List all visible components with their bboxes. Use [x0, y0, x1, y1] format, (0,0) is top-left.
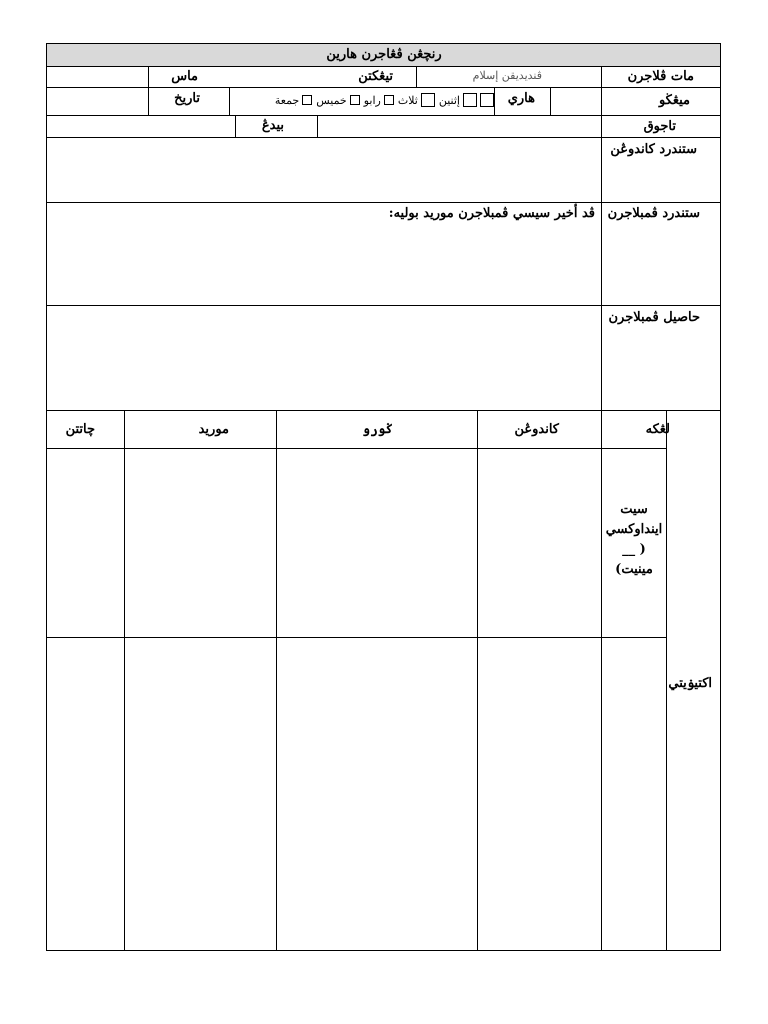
rule	[276, 410, 277, 951]
rule	[46, 410, 721, 411]
form-title: رنچڠن ڤڠاجرن هارين	[326, 47, 442, 62]
week-label: ميڠڬو	[658, 93, 690, 108]
set-induction-line-2: اينداوكسي	[605, 522, 663, 537]
learning-standard-label: ستندرد ڤمبلاجرن	[607, 206, 700, 221]
header-teacher: ݢورو	[362, 422, 393, 437]
day-label: هاري	[507, 91, 535, 106]
subject-value[interactable]: ڤنديديقن إسلام	[472, 69, 542, 82]
header-notes: چاتتن	[65, 422, 95, 437]
rule	[550, 87, 551, 115]
rule	[229, 87, 230, 115]
rule	[477, 410, 478, 951]
rule	[46, 202, 721, 203]
unit-label: بيدڠ	[261, 118, 284, 133]
content-standard-label: ستندرد كاندوڠن	[610, 142, 697, 157]
day-option-monday[interactable]	[439, 93, 494, 107]
set-induction-line-3: ( __	[622, 542, 646, 557]
checkbox-tuesday[interactable]	[421, 93, 435, 107]
day-options	[275, 93, 494, 107]
set-induction-cell	[602, 500, 666, 580]
set-induction-line-4: مينيت)	[615, 562, 653, 577]
day-wednesday-label: رابو	[363, 93, 381, 107]
day-tuesday-label: ثلاث	[397, 93, 418, 107]
rule	[46, 305, 721, 306]
subject-label: مات ڤلاجرن	[627, 69, 694, 84]
learning-outcome-label: حاصيل ڤمبلاجرن	[608, 310, 700, 325]
activity-label: اكتيۏيتي	[668, 676, 712, 691]
rule	[666, 410, 667, 951]
rule	[601, 66, 602, 410]
rule	[46, 115, 721, 116]
day-monday-label: إثنين	[438, 93, 460, 107]
learning-objective-text: ڤد أخير سيسي ڤمبلاجرن موريد بوليه:	[388, 206, 595, 221]
header-student: موريد	[198, 422, 229, 437]
level-label: تيڠكتن	[358, 69, 393, 84]
day-friday-label: جمعة	[274, 93, 300, 107]
rule	[317, 115, 318, 137]
rule	[46, 137, 721, 138]
rule	[494, 87, 495, 115]
form-border	[46, 43, 721, 951]
day-option-friday[interactable]	[275, 94, 312, 107]
checkbox-friday[interactable]	[302, 95, 312, 105]
topic-label: تاجوق	[643, 119, 676, 134]
header-content: كاندوڠن	[514, 422, 559, 437]
rule	[148, 66, 149, 115]
rule	[124, 410, 125, 951]
rule	[46, 637, 666, 638]
day-thursday-label: خميس	[316, 93, 347, 107]
checkbox-monday[interactable]	[480, 93, 494, 107]
rule	[46, 448, 666, 449]
set-induction-line-1: سيت	[620, 502, 648, 517]
rule	[416, 66, 417, 87]
day-option-wednesday[interactable]	[364, 94, 394, 107]
checkbox-wednesday[interactable]	[384, 95, 394, 105]
rule	[235, 115, 236, 137]
header-step: لڠكه	[645, 422, 670, 437]
rule	[601, 410, 602, 951]
date-label: تاريخ	[174, 91, 200, 106]
day-option-thursday[interactable]	[316, 94, 360, 107]
day-option-tuesday[interactable]	[398, 93, 435, 107]
checkbox-thursday[interactable]	[350, 95, 360, 105]
checkbox-monday-alt[interactable]	[463, 93, 477, 107]
time-label: ماس	[171, 69, 198, 84]
